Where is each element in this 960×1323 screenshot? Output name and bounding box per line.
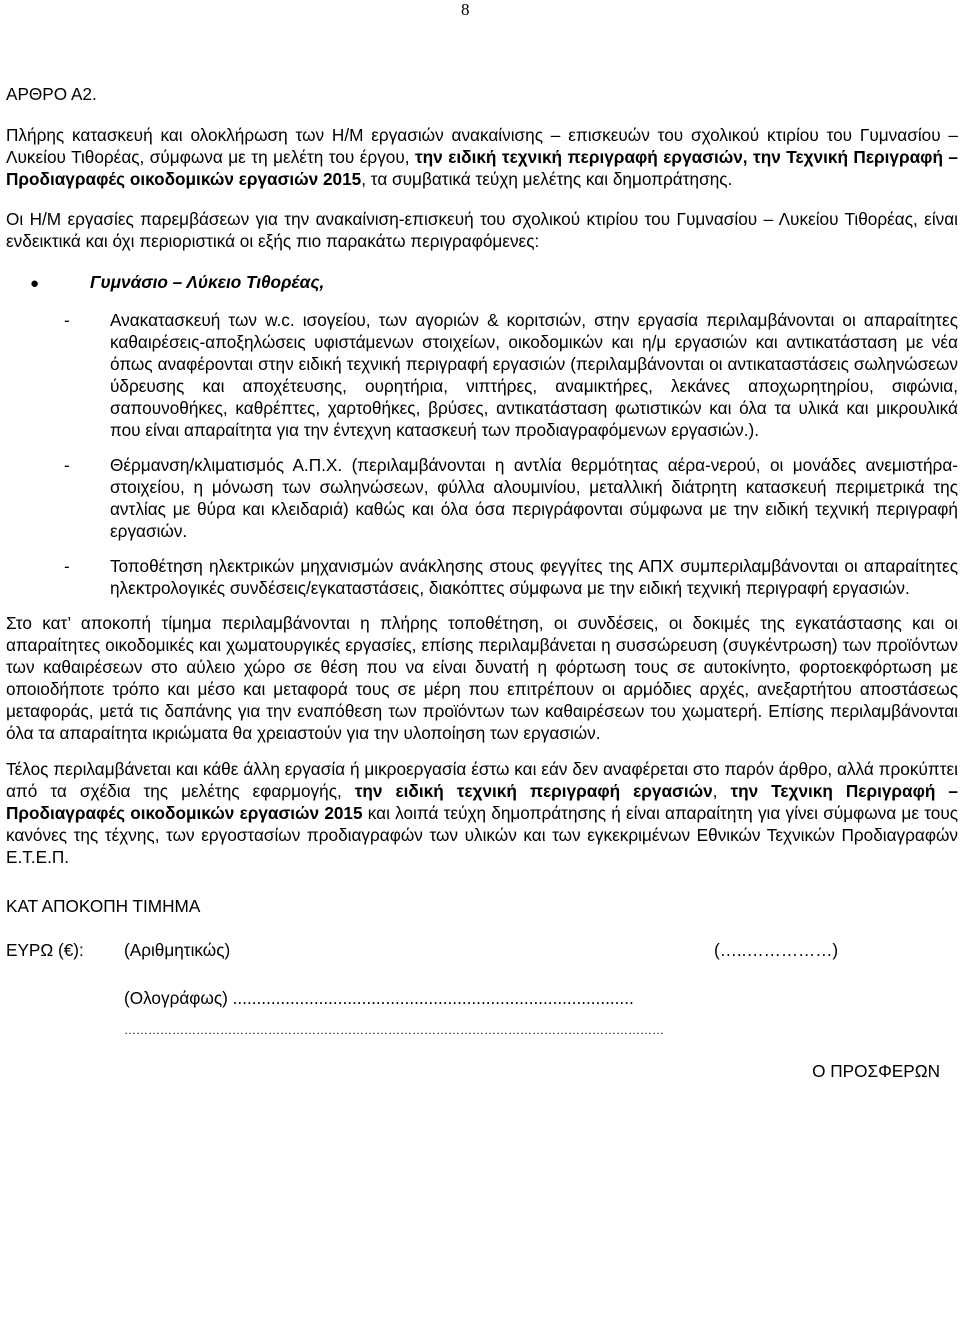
- bold-reference: την Τεχνικη Περιγραφή – Προδιαγραφές οικοδομικών εργασιών 2015: [6, 781, 958, 823]
- list-item-text: Ανακατασκευή των w.c. ισογείου, των αγοριών & κοριτσιών, στην εργασία περιλαμβάνονται οι απαραίτητες καθαιρέσεις-αποξηλώσεις υφιστάμενων στοιχείων, οικοδομικών και η/μ εργασιών και αντικατάσταση με νέα όπως αναφέρονται στην ειδική τεχνική περιγραφή εργασιών (περιλαμβάνονται οι αντικαταστάσεις σωληνώσεων ύδρευσης και αποχέτευσης, ουρητήρια, νιπτήρες, αναμικτήρες, λεκάνες αποχωρητηρίου, σιφώνια, σαπουνοθήκες, καθρέπτες, χαρτοθήκες, βρύσες, αντικατάσταση φωτιστικών και όλα τα υλικά και μικρουλικά που είναι απαραίτητα για την έντεχνη κατασκευή των προδιαγραφόμενων εργασιών.).: [110, 310, 958, 440]
- paragraph-text: Πλήρης κατασκευή και ολοκλήρωση των Η/Μ εργασιών ανακαίνισης – επισκευών του σχολικού κτιρίου του Γυμνασίου – Λυκείου Τιθορέας, σύμφωνα με τη μελέτη του έργου,: [6, 125, 958, 167]
- bold-reference: την ειδική τεχνική περιγραφή εργασιών, την Τεχνική Περιγραφή – Προδιαγραφές οικοδομικών εργασιών 2015: [6, 147, 958, 189]
- dash-list: [6, 309, 958, 599]
- bullet-item: [6, 272, 958, 296]
- price-numeric-row: [6, 939, 958, 961]
- dash-marker: -: [64, 310, 70, 330]
- list-item-text: Θέρμανση/κλιματισμός Α.Π.Χ. (περιλαμβάνονται η αντλία θερμότητας αέρα-νερού, οι μονάδες ανεμιστήρα-στοιχείου, η μόνωση των σωληνώσεων, φύλλα αλουμινίου, μεταλλική διάτρητη κατασκευή περιμετρικά της αντλίας με θύρα και κλειδαριά) καθώς και όλα όσα περιγράφονται σύμφωνα με την ειδική τεχνική περιγραφή εργασιών.: [110, 455, 958, 541]
- bullet-label: Γυμνάσιο – Λύκειο Τιθορέας,: [90, 272, 325, 292]
- article-heading: ΑΡΘΡΟ Α2.: [6, 84, 97, 104]
- paragraph-text: , τα συμβατικά τεύχη μελέτης και δημοπράτησης.: [361, 169, 733, 189]
- bold-reference: την ειδική τεχνική περιγραφή εργασιών: [354, 781, 713, 801]
- list-item: [64, 309, 958, 441]
- list-item-text: Τοποθέτηση ηλεκτρικών μηχανισμών ανάκλησης στους φεγγίτες της ΑΠΧ συμπεριλαμβάνονται οι απαραίτητες ηλεκτρολογικές συνδέσεις/εγκαταστάσεις, διακόπτες σύμφωνα με την ειδική τεχνική περιγραφή εργασιών.: [110, 556, 958, 598]
- document-body: [6, 82, 958, 1083]
- paragraph-lump-sum: Στο κατ’ αποκοπή τίμημα περιλαμβάνονται η πλήρης τοποθέτηση, οι συνδέσεις, οι δοκιμές της εγκατάστασης και οι απαραίτητες οικοδομικές και χωματουργικές εργασίες, επίσης περιλαμβάνεται η συσσώρευση (συγκέντρωση) των προϊόντων των καθαιρέσεων στο αύλειο χώρο σε θέση που να είναι δυνατή η φόρτωση τους σε αυτοκίνητο, φορτοεκφόρτωση με οποιοδήποτε τρόπο και μέσο και μεταφορά τους σε μέρη που επιτρέπουν οι αρμόδιες αρχές, ανεξαρτήτου αποστάσεως μεταφοράς, μετά τις δαπάνης για την εναπόθεση των προϊόντων των καθαιρέσεων του χωματερή. Επίσης περιλαμβάνονται όλα τα απαραίτητα ικριώματα θα χρειαστούν για την υλοποίηση των εργασιών.: [6, 613, 958, 743]
- paragraph-final: [6, 758, 958, 868]
- section-title: ΚΑΤ ΑΠΟΚΟΠΗ ΤΙΜΗΜΑ: [6, 896, 201, 916]
- page-number: 8: [461, 0, 470, 19]
- words-continuation-field[interactable]: ………………………………………………………………………………………………………………………: [124, 1023, 664, 1037]
- price-words-row: [6, 987, 958, 1009]
- numeric-value-field[interactable]: (…..……………): [714, 940, 839, 960]
- words-field[interactable]: (Ολογράφως) ....................................................................................: [124, 988, 634, 1008]
- signature-label: Ο ΠΡΟΣΦΕΡΩΝ: [812, 1061, 940, 1081]
- dash-marker: -: [64, 556, 70, 576]
- paragraph-text: και λοιπά τεύχη δημοπράτησης ή είναι απαραίτητη για γίνει σύμφωνα με τους κανόνες της τέχνης, των εργοστασίων προδιαγραφών των υλικών και των εγκεκριμένων Εθνικών Τεχνικών Προδιαγραφών Ε.Τ.Ε.Π.: [6, 803, 958, 867]
- paragraph-text: Τέλος περιλαμβάνεται και κάθε άλλη εργασία ή μικροεργασία έστω και εάν δεν αναφέρεται στο παρόν άρθρο, αλλά προκύπτει από τα σχέδια της μελέτης εφαρμογής,: [6, 759, 958, 801]
- paragraph-works-intro: Οι Η/Μ εργασίες παρεμβάσεων για την ανακαίνιση-επισκευή του σχολικού κτιρίου του Γυμνασίου – Λυκείου Τιθορέας, είναι ενδεικτικά και όχι περιοριστικά οι εξής πιο παρακάτω περιγραφόμενες:: [6, 209, 958, 251]
- dash-marker: -: [64, 455, 70, 475]
- currency-label: ΕΥΡΩ (€):: [6, 940, 84, 960]
- bullet-icon: ●: [30, 275, 40, 292]
- list-item: [64, 454, 958, 542]
- numeric-label: (Αριθμητικώς): [124, 940, 231, 960]
- list-item: [64, 555, 958, 599]
- paragraph-description: [6, 124, 958, 190]
- paragraph-text: ,: [712, 781, 731, 801]
